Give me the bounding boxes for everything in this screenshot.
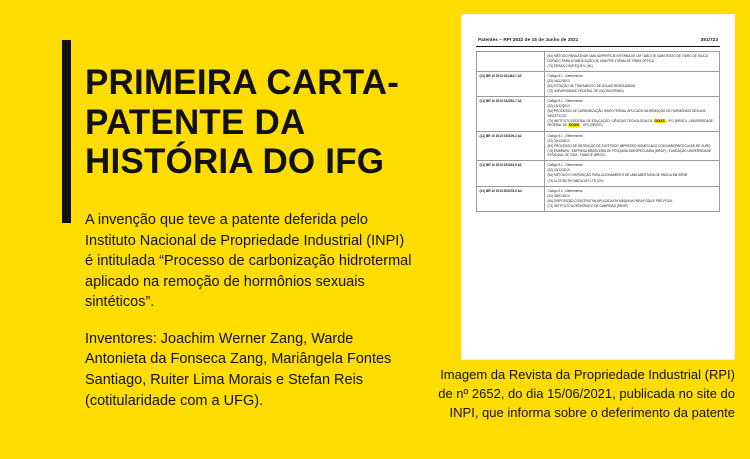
document-header-title: Patentes – RPI 2632 de 15 de Junho de 2021 bbox=[478, 37, 579, 42]
row-line: (73) UNIVERSIDADE FEDERAL DE VIÇOSA (BR/MG) bbox=[547, 89, 624, 94]
holders-text-3: - UFG (BR/GO) bbox=[580, 123, 603, 128]
row-line: (54) PROCESSO DE CARBONIZAÇÃO HIDROTERMAL APLICADO NA REMOÇÃO DE HORMÔNIOS SEXUAIS SINTÉTICOS bbox=[547, 109, 706, 118]
row-line: (73) DRAKA COMTEQ B.V. (NL) bbox=[547, 63, 593, 68]
patent-listing-table bbox=[476, 51, 720, 212]
row-body bbox=[545, 71, 720, 96]
table-row bbox=[477, 186, 720, 211]
table-row bbox=[477, 161, 720, 186]
row-body bbox=[545, 186, 720, 211]
row-line-holders bbox=[548, 119, 717, 128]
row-line: (73) ALSTOM TECHNOLOGY LTD (CH) bbox=[547, 178, 604, 183]
row-line: (22) 20/12/2013 bbox=[547, 138, 570, 143]
row-body bbox=[545, 97, 720, 131]
row-line: (22) 23/12/2013 bbox=[547, 168, 570, 173]
row-line: Código 9.1 - Deferimento bbox=[547, 133, 583, 138]
image-caption: Imagem da Revista da Propriedade Industrial (RPI) de nº 2652, do dia 15/06/2021, publicada no site do INPI, que informa sobre o deferimento da patente bbox=[438, 367, 735, 420]
row-line: (22) 16/12/2013 bbox=[547, 104, 570, 109]
row-line: (54) MÉTODO E DISPOSIÇÃO PARA ACIONAMENTO DE UMA ABERTURA DE FAÍSCA EM SÉRIE bbox=[547, 173, 688, 178]
row-line: (54) PROCESSO DE OBTENÇÃO DE ELETRODO IMPRESSO MODIFICADO COM NANOPARTÍCULAS DE OURO bbox=[547, 143, 711, 148]
row-id: (21) BR 10 2014 003478-5 A4 bbox=[477, 186, 545, 211]
table-row bbox=[477, 131, 720, 161]
highlight-goias-2: GOIÁS bbox=[568, 123, 580, 128]
row-body bbox=[545, 131, 720, 161]
page-title: PRIMEIRA CARTA-PATENTE DA HISTÓRIA DO IFG bbox=[85, 63, 400, 181]
accent-bar bbox=[62, 40, 71, 223]
row-id: (21) BR 10 2013 033243-9 A2 bbox=[477, 161, 545, 186]
table-row bbox=[477, 71, 720, 96]
document-header bbox=[476, 37, 720, 47]
body-copy bbox=[85, 210, 415, 411]
row-line: (73) EMBRAPA - EMPRESA BRASILEIRA DE PESQUISA AGROPECUÁRIA (BR/DF) ; FUNDAÇÃO UNIVERSIDADE ESTADUAL DE CIDA - FUNECE (BR/CE) bbox=[547, 148, 711, 158]
document-page-number: 391/723 bbox=[700, 37, 718, 42]
document-image bbox=[462, 15, 734, 359]
table-row-highlighted bbox=[477, 97, 720, 131]
row-line: Código 9.1 - Deferimento bbox=[547, 163, 583, 168]
document-page bbox=[476, 37, 720, 343]
holders-text-2: - IFG (BR/GO) ; UNIVERSIDADE FEDERAL DE bbox=[547, 118, 713, 128]
row-id: (21) BR 10 2013 032254-7 A2 bbox=[477, 97, 545, 131]
row-line: Código 9.1 - Deferimento bbox=[547, 73, 583, 78]
row-line: (73) INSTITUTO AGRONÔMICO DE CAMPINAS (BR/SP) bbox=[547, 203, 629, 208]
row-line: Código 9.1 - Deferimento bbox=[547, 188, 583, 193]
row-line: (22) 08/01/2014 bbox=[547, 193, 570, 198]
row-id bbox=[477, 52, 545, 72]
row-line: (22) 06/12/2013 bbox=[547, 78, 570, 83]
row-line: (54) DISPOSIÇÃO CONSTRUTIVA APLICADA EM MÁQUINA PARA PODA E PRÉ-PODA bbox=[547, 198, 673, 203]
row-line: (54) ESTAÇÃO DE TRATAMENTO DE ÁGUAS RESIDUÁRIAS bbox=[547, 84, 636, 88]
row-line: (54) MÉTODO PARA ATIVAR UMA SUPERFÍCIE INTERNA DE UM TUBO DE SUBSTRATO DE VIDRO DE SÍLICA DOPADO PARA A FABRICAÇÃO DE UMA PRÉ-FORMA DE FIBRA ÓPTICA bbox=[547, 54, 708, 63]
holders-text: (73) INSTITUTO FEDERAL DE EDUCAÇÃO, CIÊNCIAS TECNOLOGIA DE bbox=[547, 118, 654, 123]
paragraph-invention: A invenção que teve a patente deferida pelo Instituto Nacional de Propriedade Industrial (INPI) é intitulada “Processo de carbonização hidrotermal aplicado na remoção de hormônios sexuais sintéticos”. bbox=[85, 212, 412, 311]
highlight-goias-1: GOIÁS bbox=[654, 118, 665, 123]
row-id: (21) BR 10 2013 033109-2 A2 bbox=[477, 131, 545, 161]
row-body bbox=[545, 52, 720, 72]
table-row bbox=[477, 52, 720, 72]
row-body bbox=[545, 161, 720, 186]
row-id: (21) BR 10 2013 031464-7 A2 bbox=[477, 71, 545, 96]
paragraph-inventors: Inventores: Joachim Werner Zang, Warde Antonieta da Fonseca Zang, Mariângela Fontes Santiago, Ruiter Lima Morais e Stefan Reis (cotitularidade com a UFG). bbox=[85, 330, 392, 409]
row-line: Código 9.1 - Deferimento bbox=[547, 99, 583, 104]
